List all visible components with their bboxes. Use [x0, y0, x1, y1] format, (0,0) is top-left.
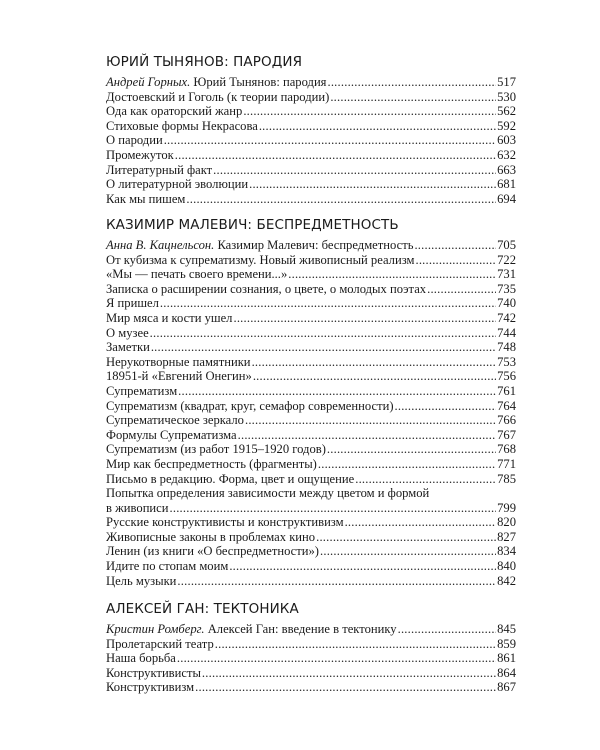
toc-entry-title: Супрематизм (квадрат, круг, семафор современности): [106, 398, 394, 413]
toc-entry[interactable]: [106, 253, 516, 268]
toc-entry-title: Цель музыки: [106, 573, 177, 588]
toc-entry[interactable]: [106, 163, 516, 178]
toc-entry[interactable]: [106, 133, 516, 148]
toc-entry-author: Кристин Ромберг.: [106, 622, 205, 636]
toc-entry[interactable]: [106, 399, 516, 414]
toc-entry[interactable]: [106, 340, 516, 355]
toc-entry-page-number: 722: [497, 252, 516, 267]
toc-entry-title: Мир как беспредметность (фрагменты): [106, 456, 317, 471]
toc-entry-title-group: [106, 133, 163, 148]
toc-entry-title-group: [106, 163, 212, 178]
dot-leader: [229, 559, 496, 574]
toc-entry[interactable]: [106, 119, 516, 134]
toc-entry-page-number: 705: [497, 238, 516, 252]
toc-entry-page-number: 742: [497, 310, 516, 325]
dot-leader: [249, 177, 496, 192]
toc-entry-title-group: [106, 574, 176, 589]
toc-entry-title-group: [106, 666, 201, 681]
toc-entry-title-group: [106, 253, 414, 268]
toc-entry-page-number: 603: [497, 133, 516, 148]
toc-entry[interactable]: [106, 428, 516, 443]
dot-leader: [243, 104, 496, 119]
toc-entry[interactable]: [106, 177, 516, 192]
toc-entry-page-number: 867: [497, 680, 516, 695]
toc-entry-title-group: [106, 428, 237, 443]
toc-entry-title: Супрематизм (из работ 1915–1920 годов): [106, 442, 326, 457]
toc-entry-page-number: 785: [497, 471, 516, 486]
toc-entry[interactable]: [106, 574, 516, 589]
toc-entry[interactable]: [106, 369, 516, 384]
toc-entry-title: Стиховые формы Некрасова: [106, 118, 258, 133]
toc-entry-page-number: 694: [497, 191, 516, 206]
dot-leader: [233, 311, 496, 326]
toc-entry-title: О литературной эволюции: [106, 177, 249, 192]
toc-entry-title-group: [106, 119, 258, 134]
toc-entry-title: Идите по стопам моим: [106, 559, 229, 574]
dot-leader: [245, 413, 496, 428]
toc-entry-title: О пародии: [106, 133, 163, 148]
toc-entry[interactable]: [106, 192, 516, 207]
toc-entry-page-number: 735: [497, 281, 516, 296]
toc-entry-page-number: 771: [497, 456, 516, 471]
toc-entry[interactable]: [106, 282, 516, 297]
toc-entry[interactable]: [106, 651, 516, 666]
toc-entry-page-number: 748: [497, 340, 516, 355]
toc-entry-page-number: 859: [497, 636, 516, 651]
toc-entry-title-group: [106, 369, 252, 384]
dot-leader: [259, 119, 496, 134]
toc-entry-title: Конструктивисты: [106, 665, 201, 680]
dot-leader: [202, 666, 496, 681]
toc-entry-title-group: [106, 238, 413, 253]
dot-leader: [151, 340, 496, 355]
toc-entry-title: Конструктивизм: [106, 680, 195, 695]
toc-entry-page-number: 756: [497, 369, 516, 384]
toc-entry-title-group: [106, 413, 244, 428]
toc-entry-title: Наша борьба: [106, 651, 176, 666]
toc-entry-title-group: [106, 457, 317, 472]
toc-entry-page-number: 827: [497, 529, 516, 544]
toc-entry[interactable]: [106, 442, 516, 457]
dot-leader: [320, 544, 496, 559]
toc-entry-page-number: 663: [497, 162, 516, 177]
toc-entry-title: Супрематическое зеркало: [106, 413, 244, 428]
toc-entry-title-group: [106, 399, 394, 414]
toc-entry-title-group: [106, 296, 159, 311]
toc-entry-page-number: 744: [497, 325, 516, 340]
toc-entry-page-number: 761: [497, 383, 516, 398]
toc-section-tynyanov: [106, 52, 516, 206]
toc-section-gan: [106, 599, 516, 695]
dot-leader: [316, 530, 496, 545]
toc-entry-page-number: 864: [497, 665, 516, 680]
toc-entry[interactable]: [106, 680, 516, 695]
dot-leader: [427, 282, 496, 297]
toc-entry-title: Достоевский и Гоголь (к теории пародии): [106, 89, 330, 104]
dot-leader: [288, 267, 496, 282]
toc-entry[interactable]: [106, 355, 516, 370]
toc-entry-title-group: [106, 75, 326, 90]
dot-leader: [215, 637, 496, 652]
toc-entry-title: 18951-й «Евгений Онегин»: [106, 369, 252, 384]
toc-entry-title-group: [106, 559, 228, 574]
toc-entry-title: Заметки: [106, 340, 150, 355]
dot-leader: [330, 90, 496, 105]
toc-entry-title: Пролетарский театр: [106, 636, 214, 651]
dot-leader: [150, 326, 496, 341]
toc-entry[interactable]: [106, 413, 516, 428]
toc-entry-page-number: 753: [497, 354, 516, 369]
dot-leader: [395, 399, 497, 414]
dot-leader: [238, 428, 496, 443]
toc-entry-page-number: 562: [497, 104, 516, 119]
toc-entry-title-group: [106, 530, 315, 545]
toc-entry-title: Записка о расширении сознания, о цвете, о молодых поэтах: [106, 281, 427, 296]
toc-entry-title: Я пришел: [106, 296, 159, 311]
toc-entry-title-group: [106, 651, 176, 666]
toc-entry-title: Литературный факт: [106, 162, 213, 177]
toc-entry-title-group: [106, 680, 194, 695]
toc-entry-title: «Мы — печать своего времени...»: [106, 267, 288, 282]
toc-entry[interactable]: [106, 515, 516, 530]
toc-entry-page-number: 764: [497, 398, 516, 413]
dot-leader: [177, 651, 496, 666]
toc-entry-page-number: 845: [497, 622, 516, 636]
toc-entry[interactable]: [106, 457, 516, 472]
toc-entry-page-number: 834: [497, 544, 516, 559]
toc-entry-title-group: [106, 282, 426, 297]
toc-entry-page-number: 731: [497, 267, 516, 282]
toc-entry[interactable]: [106, 666, 516, 681]
dot-leader: [213, 163, 496, 178]
toc-entry-title: Юрий Тынянов: пародия: [193, 75, 327, 89]
toc-entry-title-group: [106, 340, 150, 355]
toc-entry-title-group: [106, 355, 251, 370]
toc-entry-page-number: 861: [497, 651, 516, 666]
dot-leader: [164, 133, 496, 148]
toc-entry[interactable]: [106, 104, 516, 119]
toc-entry-title-group: [106, 637, 214, 652]
toc-entry-title: Мир мяса и кости ушел: [106, 310, 233, 325]
toc-entry[interactable]: [106, 544, 516, 559]
toc-entry-author: Андрей Горных.: [106, 75, 191, 89]
toc-entry-page-number: 766: [497, 413, 516, 428]
dot-leader: [195, 680, 496, 695]
dot-leader: [318, 457, 496, 472]
dot-leader: [327, 442, 496, 457]
toc-entry[interactable]: [106, 148, 516, 163]
toc-entry-page-number: 740: [497, 296, 516, 311]
toc-entry-page-number: 840: [497, 559, 516, 574]
toc-entry-title-group: [106, 90, 329, 105]
dot-leader: [355, 472, 496, 487]
toc-entry-title-group: [106, 544, 319, 559]
toc-entry-author: Анна В. Кацнельсон.: [106, 238, 215, 252]
toc-entry[interactable]: [106, 90, 516, 105]
toc-entry-title-group: [106, 515, 344, 530]
toc-entry-title: Промежуток: [106, 147, 174, 162]
toc-entry[interactable]: [106, 559, 516, 574]
toc-entry[interactable]: [106, 384, 516, 399]
dot-leader: [415, 253, 496, 268]
toc-entry-title-line: Попытка определения зависимости между цветом и формой: [106, 486, 430, 501]
toc-entry[interactable]: [106, 267, 516, 282]
toc-entry[interactable]: [106, 75, 516, 90]
toc-entry-page-number: 681: [497, 177, 516, 192]
toc-entry-title-group: [106, 267, 287, 282]
toc-entry-page-number: 820: [497, 515, 516, 530]
toc-entry-title: Нерукотворные памятники: [106, 354, 251, 369]
toc-entry[interactable]: [106, 238, 516, 253]
dot-leader: [414, 238, 496, 253]
toc-entry-title-group: [106, 148, 174, 163]
dot-leader: [170, 501, 497, 516]
toc-entry-page-number: 768: [497, 442, 516, 457]
toc-entry-title: Живописные законы в проблемах кино: [106, 529, 316, 544]
toc-entry-title: Как мы пишем: [106, 191, 186, 206]
toc-entry-title-group: [106, 326, 149, 341]
dot-leader: [253, 369, 496, 384]
toc-entry-title: Ода как ораторский жанр: [106, 104, 243, 119]
toc-entry[interactable]: [106, 622, 516, 637]
toc-entry-page-number: 592: [497, 118, 516, 133]
toc-entry-page-number: 799: [497, 500, 516, 515]
toc-entry-title-group: [106, 311, 232, 326]
toc-entry[interactable]: [106, 326, 516, 341]
dot-leader: [175, 148, 496, 163]
toc-section-malevich: [106, 215, 516, 588]
toc-entry-title-group: [106, 177, 248, 192]
dot-leader: [398, 622, 497, 637]
section-heading: ЮРИЙ ТЫНЯНОВ: ПАРОДИЯ: [106, 54, 303, 70]
toc-entry-title-group: [106, 472, 354, 487]
toc-entry-page-number: 767: [497, 427, 516, 442]
toc-entry-title-group: [106, 192, 185, 207]
toc-entry-title: Письмо в редакцию. Форма, цвет и ощущение: [106, 471, 355, 486]
dot-leader: [178, 384, 496, 399]
toc-entry-title: От кубизма к супрематизму. Новый живописный реализм: [106, 252, 415, 267]
dot-leader: [327, 75, 496, 90]
toc-entry-title: Супрематизм: [106, 383, 178, 398]
toc-entry[interactable]: [106, 637, 516, 652]
toc-entry-page-number: 517: [497, 75, 516, 89]
section-heading: КАЗИМИР МАЛЕВИЧ: БЕСПРЕДМЕТНОСТЬ: [106, 217, 399, 233]
toc-entry-page-number: 842: [497, 573, 516, 588]
toc-entry-title: Формулы Супрематизма: [106, 427, 237, 442]
dot-leader: [177, 574, 496, 589]
toc-entry-page-number: 632: [497, 147, 516, 162]
dot-leader: [186, 192, 496, 207]
dot-leader: [345, 515, 497, 530]
toc-entry[interactable]: [106, 296, 516, 311]
toc-entry-title-group: [106, 442, 326, 457]
toc-entry[interactable]: [106, 472, 516, 487]
section-heading: АЛЕКСЕЙ ГАН: ТЕКТОНИКА: [106, 601, 299, 617]
toc-entry-title: в живописи: [106, 500, 169, 515]
toc-entry-title: О музее: [106, 325, 149, 340]
toc-entry-title-group: [106, 501, 169, 516]
toc-entry-title: Алексей Ган: введение в тектонику: [207, 622, 397, 636]
toc-entry[interactable]: [106, 530, 516, 545]
dot-leader: [160, 296, 496, 311]
toc-entry-title: Русские конструктивисты и конструктивизм: [106, 515, 344, 530]
toc-entry-title-group: [106, 104, 242, 119]
toc-entry-title-group: [106, 384, 177, 399]
dot-leader: [252, 355, 497, 370]
toc-entry-title: Казимир Малевич: беспредметность: [217, 238, 414, 252]
toc-entry[interactable]: [106, 501, 516, 516]
toc-entry-page-number: 530: [497, 89, 516, 104]
toc-entry[interactable]: [106, 311, 516, 326]
toc-entry-title: Ленин (из книги «О беспредметности»): [106, 544, 319, 559]
toc-entry-title-group: [106, 622, 397, 637]
